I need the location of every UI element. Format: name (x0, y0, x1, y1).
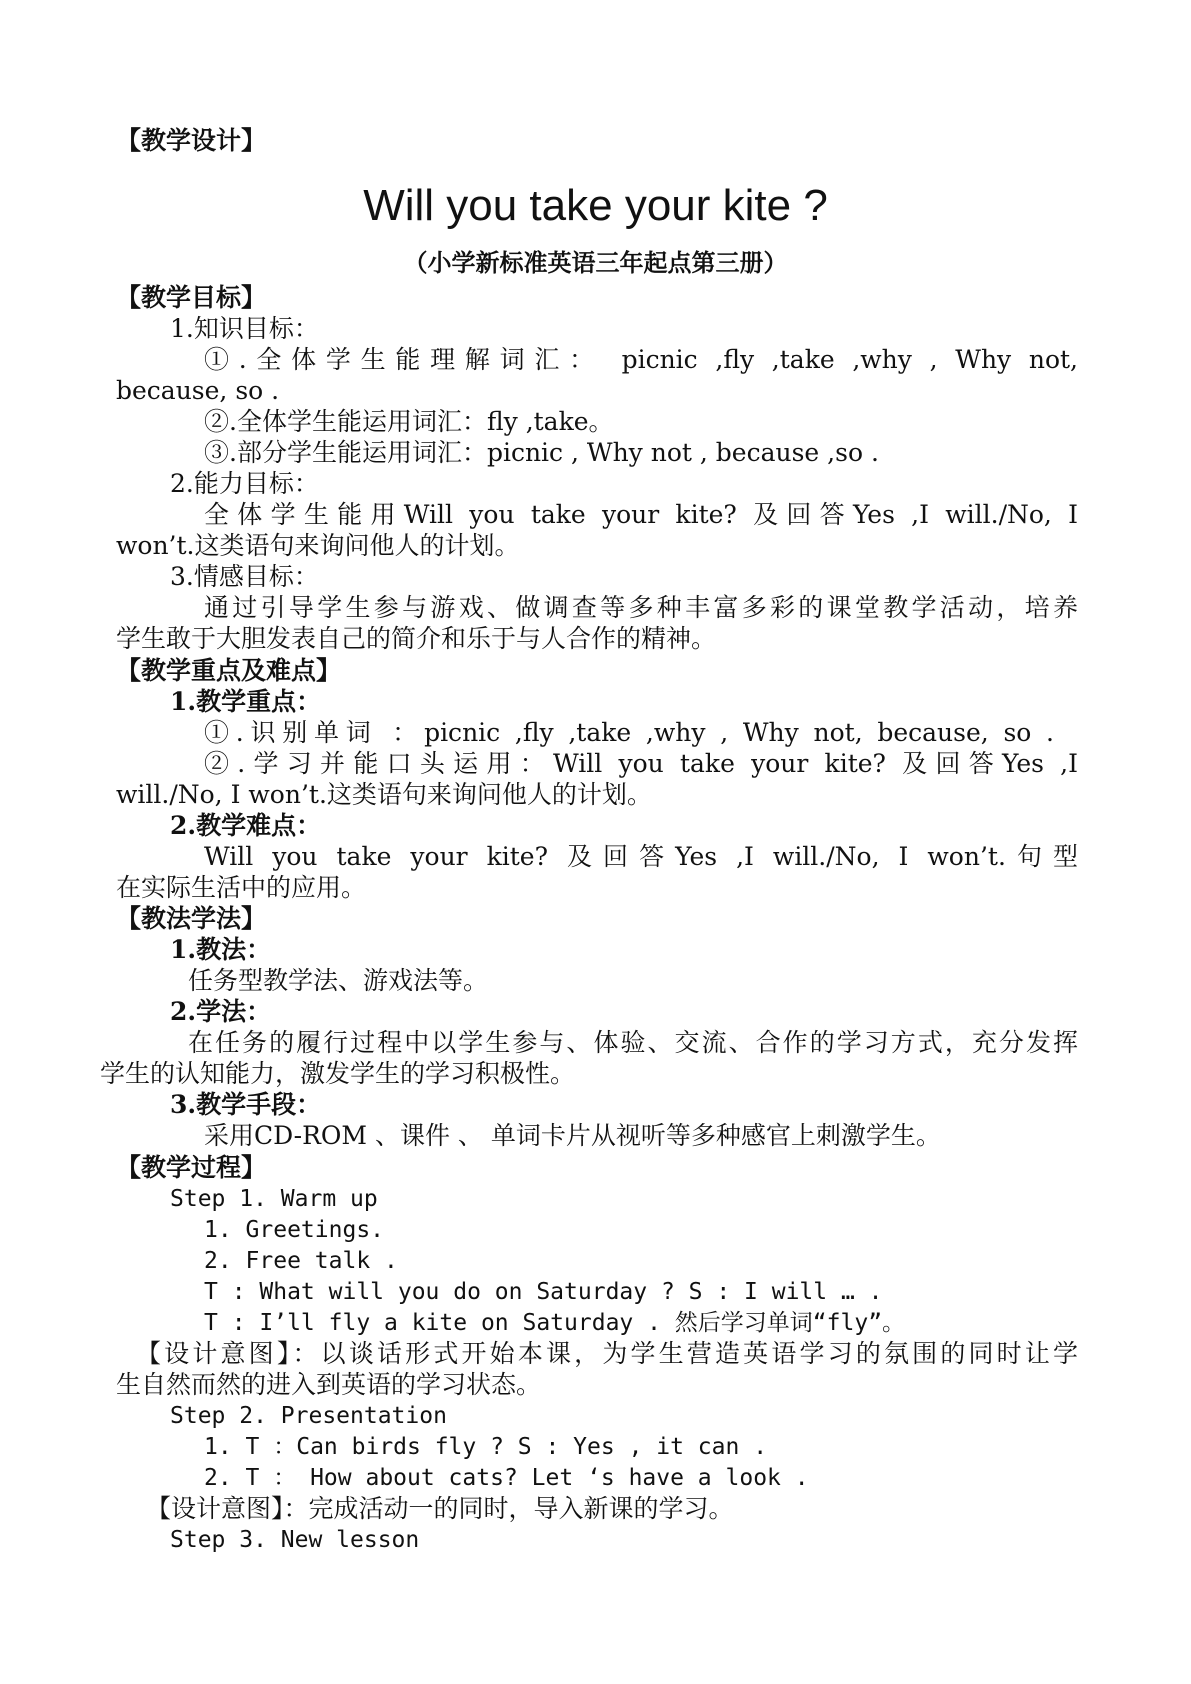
emotion-goal-label: 3.情感目标： (170, 562, 319, 591)
step-1-item-4: T : I’ll fly a kite on Saturday . 然后学习单词“fly”。 (204, 1310, 906, 1336)
teaching-method-text: 任务型教学法、游戏法等。 (188, 966, 489, 995)
learning-method-label: 2.学法： (170, 997, 272, 1026)
step-3-heading: Step 3. New lesson (170, 1527, 420, 1553)
step-1-item-2: 2. Free talk . (204, 1248, 398, 1274)
page-subtitle: （小学新标准英语三年起点第三册） (403, 248, 788, 277)
step-1-heading: Step 1. Warm up (170, 1186, 378, 1212)
section-heading-methods: 【教法学法】 (116, 904, 267, 933)
section-heading-process: 【教学过程】 (116, 1153, 267, 1182)
teaching-means-label: 3.教学手段： (170, 1090, 322, 1119)
design-intent-1-line-2: 生自然而然的进入到英语的学习状态。 (116, 1370, 542, 1399)
ability-goal-label: 2.能力目标： (170, 469, 319, 498)
learning-method-line-2: 学生的认知能力，激发学生的学习积极性。 (100, 1059, 576, 1088)
learning-method-line-1: 在任务的履行过程中以学生参与、体验、交流、合作的学习方式，充分发挥 (188, 1028, 1078, 1057)
emotion-goal-line-1: 通过引导学生参与游戏、做调查等多种丰富多彩的课堂教学活动，培养 (204, 593, 1078, 622)
design-intent-2: 【设计意图】：完成活动一的同时，导入新课的学习。 (146, 1494, 734, 1523)
section-heading-key-points: 【教学重点及难点】 (116, 656, 342, 685)
step-2-heading: Step 2. Presentation (170, 1403, 447, 1429)
difficulty-line-1: Will you take your kite? 及回答Yes ,I will./No, I won’t.句型 (204, 842, 1078, 871)
focus-item-2-line-2: will./No, I won’t.这类语句来询问他人的计划。 (116, 780, 652, 809)
teaching-method-label: 1.教法： (170, 935, 272, 964)
focus-label: 1.教学重点： (170, 687, 322, 716)
step-2-item-1: 1. T ：Can birds fly ? S : Yes , it can . (204, 1434, 768, 1460)
knowledge-goal-1-line-1: ①.全体学生能理解词汇： picnic ,fly ,take ,why , Why not, (204, 345, 1078, 374)
knowledge-goal-3: ③.部分学生能运用词汇：picnic , Why not , because ,so . (204, 438, 879, 467)
header-tag: 【教学设计】 (116, 126, 267, 155)
difficulty-line-2: 在实际生活中的应用。 (116, 873, 367, 902)
page-title: Will you take your kite ? (363, 181, 828, 230)
emotion-goal-line-2: 学生敢于大胆发表自己的简介和乐于与人合作的精神。 (116, 624, 717, 653)
ability-goal-line-2: won’t.这类语句来询问他人的计划。 (116, 531, 520, 560)
ability-goal-line-1: 全体学生能用Will you take your kite? 及回答Yes ,I will./No, I (204, 500, 1078, 529)
design-intent-1-line-1: 【设计意图】：以谈话形式开始本课，为学生营造英语学习的氛围的同时让学 (136, 1339, 1078, 1368)
knowledge-goal-label: 1.知识目标： (170, 314, 319, 343)
knowledge-goal-1-line-2: because, so . (116, 376, 280, 405)
knowledge-goal-2: ②.全体学生能运用词汇：fly ,take。 (204, 407, 614, 436)
focus-item-1: ①.识别单词 ：picnic ,fly ,take ,why , Why not, because, so . (204, 718, 1054, 747)
step-2-item-2: 2. T ： How about cats? Let ‘s have a look . (204, 1465, 809, 1491)
difficulty-label: 2.教学难点： (170, 811, 322, 840)
section-heading-goals: 【教学目标】 (116, 283, 267, 312)
focus-item-2-line-1: ②.学习并能口头运用：Will you take your kite? 及回答Yes ,I (204, 749, 1078, 778)
step-1-item-3: T : What will you do on Saturday ? S : I will … . (204, 1279, 883, 1305)
step-1-item-1: 1. Greetings. (204, 1217, 385, 1243)
teaching-means-text: 采用CD-ROM 、课件 、 单词卡片从视听等多种感官上刺激学生。 (204, 1121, 941, 1150)
